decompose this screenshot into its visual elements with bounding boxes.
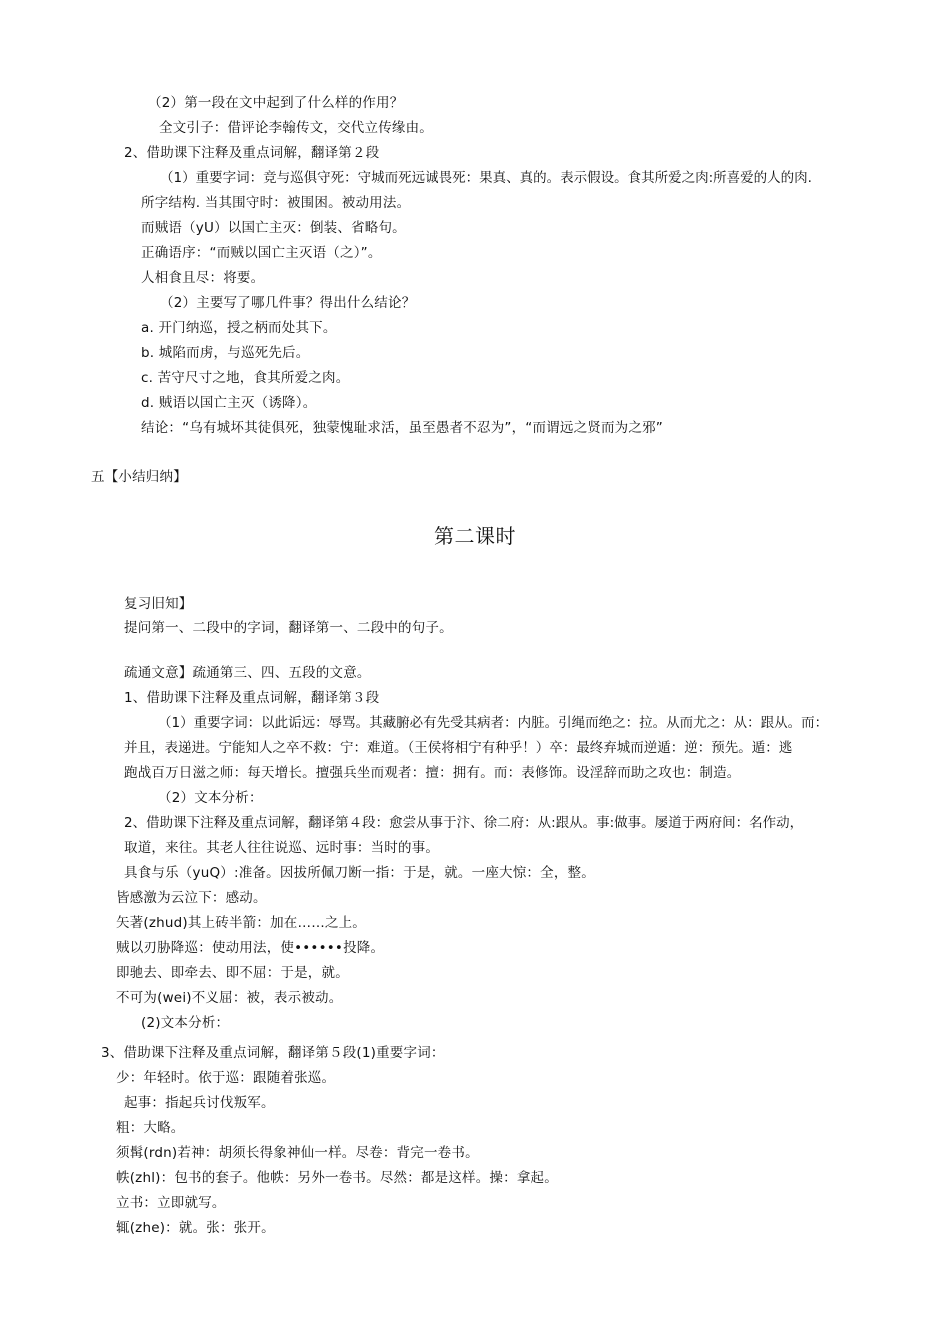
text-line: (2)文本分析： bbox=[141, 1015, 230, 1031]
text-line: （2）第一段在文中起到了什么样的作用？ bbox=[148, 95, 404, 111]
text-line: 2、借助课下注释及重点词解，翻译第４段：愈尝从事于汴、徐二府：从:跟从。事:做事。屡道于两府间：名作动， bbox=[124, 815, 804, 831]
text-line: 起事：指起兵讨伐叛军。 bbox=[124, 1095, 275, 1111]
text-line: 1、借助课下注释及重点词解，翻译第３段 bbox=[124, 690, 380, 706]
section-heading: 复习旧知】 bbox=[124, 596, 193, 612]
text-line: 具食与乐（yuQ）:准备。因拔所佩刀断一指：于是，就。一座大惊：全，整。 bbox=[124, 865, 595, 881]
text-line: 粗：大略。 bbox=[116, 1120, 185, 1136]
text-line: 并且，表递进。宁能知人之卒不救：宁：难道。（王侯将相宁有种乎！）卒：最终弃城而逆遁：逆：预先。遁：逃 bbox=[124, 740, 793, 756]
conclusion-line: 结论：“乌有城坏其徒俱死，独蒙愧耻求活，虽至愚者不忍为”，“而谓远之贤而为之邪” bbox=[141, 420, 663, 436]
text-line: 少：年轻时。依于巡：跟随着张巡。 bbox=[116, 1070, 336, 1086]
text-line: 所字结构. 当其围守时：被围困。被动用法。 bbox=[141, 195, 411, 211]
text-line: 全文引子：借评论李翰传文，交代立传缘由。 bbox=[159, 120, 433, 136]
text-line: 立书：立即就写。 bbox=[116, 1195, 226, 1211]
text-line: 矢著(zhud)其上砖半箭：加在……之上。 bbox=[116, 915, 367, 931]
text-line: 跑战百万日滋之师：每天增长。擅强兵坐而观者：擅：拥有。而：表修饰。设淫辞而助之攻也：制造。 bbox=[124, 765, 741, 781]
text-line: 而贼语（yU）以国亡主灭：倒装、省略句。 bbox=[141, 220, 406, 236]
text-line: 须髯(rdn)若神：胡须长得象神仙一样。尽卷：背完一卷书。 bbox=[116, 1145, 479, 1161]
text-line: 贼以刃胁降巡：使动用法，使••••••投降。 bbox=[116, 940, 385, 956]
list-item: c. 苦守尺寸之地，食其所爱之肉。 bbox=[141, 370, 350, 386]
section-title: 第二课时 bbox=[434, 524, 516, 548]
section-heading: 五【小结归纳】 bbox=[91, 469, 187, 485]
text-line: 提问第一、二段中的字词，翻译第一、二段中的句子。 bbox=[124, 620, 453, 636]
list-item: b. 城陷而虏，与巡死先后。 bbox=[141, 345, 310, 361]
list-item: d. 贼语以国亡主灭（诱降）。 bbox=[141, 395, 317, 411]
text-line: 人相食且尽：将要。 bbox=[141, 270, 265, 286]
text-line: （1）重要字词：竞与巡俱守死：守城而死远诚畏死：果真、真的。表示假设。食其所爱之肉:所喜爱的人的肉. bbox=[160, 170, 812, 186]
text-line: 即驰去、即牵去、即不屈：于是，就。 bbox=[116, 965, 349, 981]
text-line: （2）文本分析： bbox=[158, 790, 263, 806]
text-line: （1）重要字词：以此诟远：辱骂。其藏腑必有先受其病者：内脏。引绳而绝之：拉。从而尤之：从：跟从。而： bbox=[158, 715, 829, 731]
text-line: 取道，来往。其老人往往说巡、远时事：当时的事。 bbox=[124, 840, 440, 856]
text-line: 皆感激为云泣下：感动。 bbox=[116, 890, 267, 906]
list-item: a. 开门纳巡，授之柄而处其下。 bbox=[141, 320, 337, 336]
text-line: 正确语序：“而贼以国亡主灭语（之）”。 bbox=[141, 245, 382, 261]
text-line: （2）主要写了哪几件事？得出什么结论？ bbox=[160, 295, 416, 311]
text-line: 不可为(wei)不义屈：被，表示被动。 bbox=[116, 990, 343, 1006]
text-line: 辄(zhe)：就。张：张开。 bbox=[116, 1220, 275, 1236]
text-line: 3、借助课下注释及重点词解，翻译第５段(1)重要字词： bbox=[101, 1045, 445, 1061]
text-line: 2、借助课下注释及重点词解，翻译第２段 bbox=[124, 145, 380, 161]
section-heading: 疏通文意】疏通第三、四、五段的文意。 bbox=[124, 665, 371, 681]
text-line: 帙(zhl)：包书的套子。他帙：另外一卷书。尽然：都是这样。操：拿起。 bbox=[116, 1170, 558, 1186]
